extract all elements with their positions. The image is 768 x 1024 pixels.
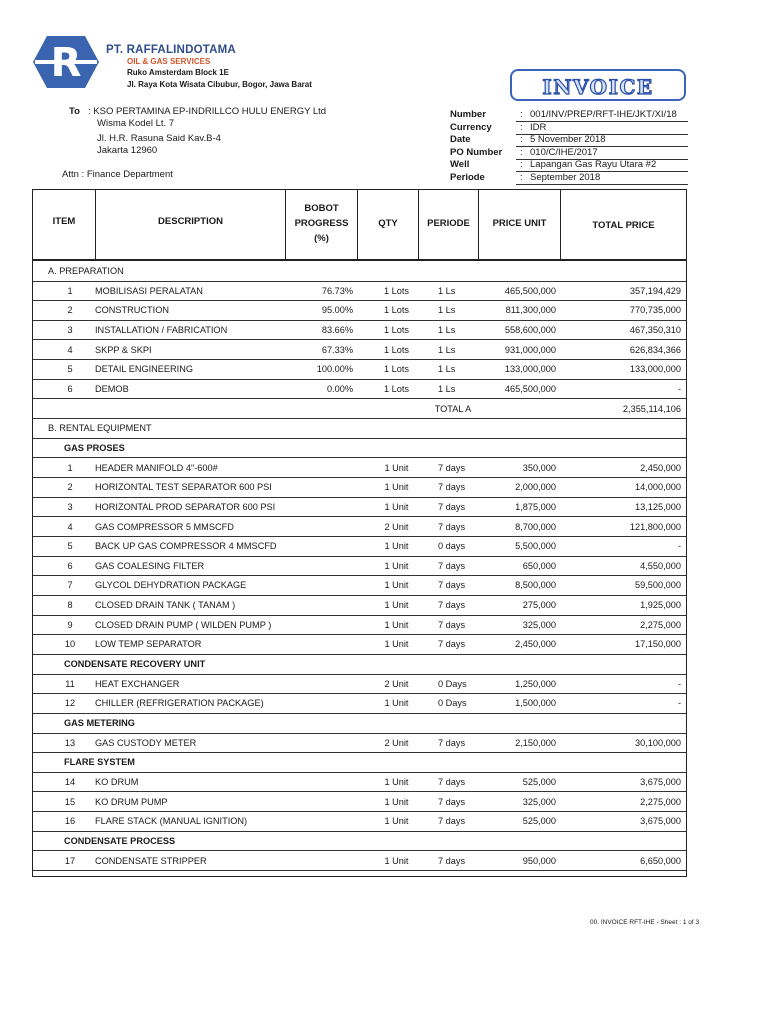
table-row: [33, 301, 686, 321]
total-label: TOTAL A: [434, 403, 472, 414]
item-number: 3: [67, 501, 73, 512]
item-qty: 1 Unit: [384, 580, 409, 591]
item-number: 12: [64, 698, 76, 709]
item-periode: 7 days: [438, 482, 466, 493]
item-price-unit: 811,300,000: [505, 305, 556, 316]
item-total-price: 6,650,000: [640, 855, 681, 866]
item-number: 2: [67, 305, 73, 316]
item-number: 2: [67, 482, 73, 493]
item-total-price: 14,000,000: [635, 482, 681, 493]
company-address-1: Ruko Amsterdam Block 1E: [127, 68, 229, 77]
item-total-price: 3,675,000: [640, 816, 681, 827]
item-qty: 1 Unit: [384, 698, 409, 709]
item-total-price: 770,735,000: [629, 305, 681, 316]
table-row: [33, 635, 686, 655]
item-description: KO DRUM: [95, 776, 139, 787]
table-row: [33, 478, 686, 498]
item-progress: 0.00%: [326, 383, 353, 394]
item-periode: 7 days: [438, 776, 466, 787]
to-line-4: Jakarta 12960: [97, 145, 158, 156]
item-periode: 7 days: [438, 580, 466, 591]
to-line-3: Jl. H.R. Rasuna Said Kav.B-4: [97, 133, 221, 144]
item-description: INSTALLATION / FABRICATION: [95, 324, 228, 335]
item-qty: 1 Unit: [384, 855, 409, 866]
item-number: 7: [67, 580, 73, 591]
meta-colon: :: [520, 109, 523, 120]
item-total-price: -: [677, 383, 681, 394]
item-price-unit: 558,600,000: [504, 324, 556, 335]
item-qty: 1 Unit: [384, 816, 409, 827]
meta-colon: :: [520, 122, 523, 133]
item-number: 9: [67, 619, 73, 630]
table-row: [33, 380, 686, 400]
item-description: CONDENSATE STRIPPER: [95, 855, 207, 866]
table-row: [33, 714, 686, 734]
item-total-price: 2,275,000: [640, 796, 681, 807]
item-price-unit: 950,000: [522, 855, 556, 866]
subsection-title: GAS METERING: [64, 718, 135, 728]
meta-key: Currency: [450, 122, 492, 133]
table-row: [33, 439, 686, 459]
subsection-title: CONDENSATE PROCESS: [64, 835, 176, 846]
section-title: A. PREPARATION: [48, 266, 124, 276]
item-price-unit: 1,500,000: [515, 698, 556, 709]
item-description: GLYCOL DEHYDRATION PACKAGE: [95, 580, 247, 591]
to-label: To: [69, 106, 80, 117]
meta-underline: [516, 184, 688, 185]
item-price-unit: 275,000: [522, 600, 556, 610]
item-price-unit: 525,000: [522, 816, 556, 827]
item-description: FLARE STACK (MANUAL IGNITION): [95, 816, 248, 827]
item-periode: 7 days: [438, 462, 466, 473]
table-row: [33, 832, 686, 852]
table-row: [33, 518, 686, 538]
table-row: [33, 537, 686, 557]
item-description: HORIZONTAL TEST SEPARATOR 600 PSI: [95, 482, 272, 493]
item-number: 5: [67, 541, 73, 552]
item-description: CLOSED DRAIN PUMP ( WILDEN PUMP ): [95, 619, 272, 630]
item-qty: 1 Lots: [383, 305, 410, 316]
meta-value: 010/C/IHE/2017: [530, 147, 598, 158]
meta-value: 001/INV/PREP/RFT-IHE/JKT/XI/18: [530, 109, 677, 120]
item-price-unit: 650,000: [522, 560, 556, 571]
item-description: CHILLER (REFRIGERATION PACKAGE): [95, 698, 264, 709]
item-price-unit: 2,150,000: [515, 737, 556, 748]
header-qty: QTY: [378, 218, 398, 229]
item-periode: 1 Ls: [438, 285, 456, 296]
item-periode: 7 days: [438, 796, 466, 807]
item-description: MOBILISASI PERALATAN: [95, 285, 203, 296]
header-periode: PERIODE: [427, 218, 470, 229]
table-row: [33, 282, 686, 302]
item-number: 8: [67, 600, 73, 610]
item-total-price: 357,194,429: [629, 285, 681, 296]
item-number: 15: [64, 796, 76, 807]
subsection-title: GAS PROSES: [64, 442, 125, 453]
invoice-title-box: [510, 69, 686, 101]
meta-key: Well: [450, 159, 470, 170]
table-row: [33, 576, 686, 596]
item-number: 1: [67, 285, 73, 296]
item-total-price: -: [677, 541, 681, 552]
item-qty: 1 Unit: [384, 600, 409, 610]
company-address-2: Jl. Raya Kota Wisata Cibubur, Bogor, Jawa Barat: [127, 80, 312, 89]
item-price-unit: 1,875,000: [515, 501, 556, 512]
table-row: [33, 419, 686, 439]
item-price-unit: 8,500,000: [515, 580, 556, 591]
item-number: 5: [67, 364, 73, 375]
item-total-price: 467,350,310: [629, 324, 681, 335]
to-line-1: : KSO PERTAMINA EP-INDRILLCO HULU ENERGY Ltd: [88, 106, 327, 117]
table-row: [33, 812, 686, 832]
table-row: [33, 616, 686, 636]
item-total-price: 30,100,000: [635, 737, 681, 748]
header-price-unit: PRICE UNIT: [492, 218, 547, 229]
item-total-price: -: [677, 698, 681, 709]
item-qty: 2 Unit: [384, 737, 409, 748]
item-description: BACK UP GAS COMPRESSOR 4 MMSCFD: [95, 541, 277, 552]
item-total-price: 2,275,000: [640, 619, 681, 630]
invoice-title: INVOICE: [542, 75, 654, 99]
item-number: 1: [67, 462, 73, 473]
item-total-price: 4,550,000: [640, 560, 681, 571]
table-row: [33, 753, 686, 773]
meta-key: PO Number: [450, 147, 503, 158]
sheet-footer: 00. INVOICE RFT-IHE - Sheet : 1 of 3: [590, 919, 700, 926]
item-price-unit: 465,500,000: [504, 383, 556, 394]
meta-key: Date: [450, 134, 471, 145]
table-row: [33, 734, 686, 754]
item-qty: 1 Unit: [384, 560, 409, 571]
item-periode: 7 days: [438, 501, 466, 512]
svg-text:R: R: [50, 40, 82, 86]
item-periode: 1 Ls: [438, 383, 456, 394]
item-price-unit: 133,000,000: [504, 364, 556, 375]
item-price-unit: 465,500,000: [504, 285, 556, 296]
item-qty: 1 Lots: [383, 383, 410, 394]
table-row: [33, 341, 686, 361]
item-price-unit: 5,500,000: [515, 541, 556, 552]
item-description: SKPP & SKPI: [95, 344, 152, 355]
section-title: B. RENTAL EQUIPMENT: [48, 423, 152, 434]
item-description: GAS CUSTODY METER: [95, 737, 197, 748]
item-periode: 0 days: [438, 541, 466, 552]
item-total-price: 59,500,000: [635, 580, 681, 591]
header-progress-1: BOBOT: [304, 203, 339, 214]
item-total-price: 626,834,366: [629, 344, 681, 355]
meta-colon: :: [520, 159, 523, 170]
table-row: [33, 262, 686, 282]
item-description: DEMOB: [95, 383, 129, 394]
meta-value: Lapangan Gas Rayu Utara #2: [530, 159, 657, 170]
item-progress: 100.00%: [316, 364, 353, 375]
item-periode: 7 days: [438, 639, 466, 650]
table-row: [33, 498, 686, 518]
item-price-unit: 525,000: [522, 776, 556, 787]
item-description: LOW TEMP SEPARATOR: [95, 639, 202, 650]
table-row: [33, 655, 686, 675]
item-periode: 1 Ls: [438, 324, 456, 335]
item-description: HEAT EXCHANGER: [95, 678, 180, 689]
item-total-price: 133,000,000: [629, 364, 681, 375]
item-progress: 83.66%: [321, 324, 353, 335]
item-description: HORIZONTAL PROD SEPARATOR 600 PSI: [95, 501, 276, 512]
table-row: [33, 793, 686, 813]
item-number: 14: [64, 776, 76, 787]
item-progress: 67.33%: [321, 344, 353, 355]
item-progress: 95.00%: [321, 305, 353, 316]
item-periode: 7 days: [438, 521, 466, 532]
item-description: DETAIL ENGINEERING: [95, 364, 194, 375]
item-description: CLOSED DRAIN TANK ( TANAM ): [95, 600, 236, 610]
item-number: 4: [67, 344, 73, 355]
item-periode: 1 Ls: [438, 344, 456, 355]
item-qty: 1 Lots: [383, 344, 410, 355]
item-qty: 1 Unit: [384, 619, 409, 630]
item-total-price: 2,450,000: [640, 462, 681, 473]
item-periode: 1 Ls: [438, 305, 456, 316]
item-number: 16: [64, 816, 76, 827]
item-qty: 1 Unit: [384, 639, 409, 650]
table-row: [33, 360, 686, 380]
item-total-price: 1,925,000: [640, 600, 681, 610]
header-progress-2: PROGRESS: [294, 218, 349, 229]
item-total-price: 121,800,000: [629, 521, 681, 532]
meta-value: September 2018: [530, 172, 601, 183]
attention-line: Attn : Finance Department: [62, 169, 173, 180]
table-row: [33, 459, 686, 479]
meta-value: IDR: [530, 122, 547, 133]
meta-colon: :: [520, 172, 523, 183]
company-logo: [33, 36, 99, 88]
item-price-unit: 2,450,000: [515, 639, 556, 650]
item-price-unit: 350,000: [522, 462, 556, 473]
item-price-unit: 2,000,000: [515, 482, 556, 493]
item-number: 4: [67, 521, 73, 532]
company-name: PT. RAFFALINDOTAMA: [106, 44, 236, 56]
item-total-price: 3,675,000: [640, 776, 681, 787]
table-row: [33, 321, 686, 341]
header-progress-3: (%): [314, 233, 329, 244]
item-price-unit: 325,000: [522, 619, 556, 630]
item-qty: 1 Unit: [384, 776, 409, 787]
item-periode: 7 days: [438, 560, 466, 571]
subsection-title: FLARE SYSTEM: [64, 757, 135, 768]
item-qty: 1 Lots: [383, 285, 410, 296]
item-number: 11: [65, 678, 75, 689]
meta-colon: :: [520, 134, 523, 145]
to-line-2: Wisma Kodel Lt. 7: [97, 118, 175, 129]
item-total-price: 17,150,000: [635, 639, 681, 650]
item-qty: 1 Unit: [384, 501, 409, 512]
subsection-title: CONDENSATE RECOVERY UNIT: [64, 659, 206, 669]
meta-value: 5 November 2018: [530, 134, 606, 145]
item-qty: 1 Lots: [383, 324, 410, 335]
item-description: HEADER MANIFOLD 4"-600#: [95, 462, 218, 473]
item-qty: 1 Lots: [383, 364, 410, 375]
item-qty: 2 Unit: [384, 521, 409, 532]
item-qty: 1 Unit: [384, 482, 409, 493]
meta-key: Periode: [450, 172, 485, 183]
table-row: [33, 596, 686, 616]
item-qty: 1 Unit: [384, 796, 409, 807]
table-row: [33, 400, 686, 420]
item-periode: 7 days: [438, 737, 466, 748]
item-price-unit: 931,000,000: [504, 344, 556, 355]
item-periode: 7 days: [438, 855, 466, 866]
item-periode: 7 days: [438, 816, 466, 827]
item-number: 6: [67, 560, 73, 571]
company-tagline: OIL & GAS SERVICES: [127, 57, 211, 66]
meta-colon: :: [520, 147, 523, 158]
total-value: 2,355,114,106: [622, 403, 681, 414]
item-description: CONSTRUCTION: [95, 305, 170, 316]
item-number: 17: [64, 855, 76, 866]
table-row: [33, 852, 686, 872]
item-periode: 0 Days: [438, 698, 467, 709]
table-row: [33, 773, 686, 793]
item-periode: 0 Days: [438, 678, 467, 689]
header-item: ITEM: [52, 216, 76, 227]
table-row: [33, 694, 686, 714]
item-total-price: -: [677, 678, 681, 689]
item-total-price: 13,125,000: [635, 501, 681, 512]
item-periode: 7 days: [438, 619, 466, 630]
item-price-unit: 325,000: [522, 796, 556, 807]
item-description: GAS COALESING FILTER: [95, 560, 205, 571]
item-price-unit: 1,250,000: [515, 678, 556, 689]
item-number: 10: [64, 639, 76, 650]
item-qty: 1 Unit: [384, 541, 409, 552]
item-description: GAS COMPRESSOR 5 MMSCFD: [95, 521, 234, 532]
item-price-unit: 8,700,000: [515, 521, 556, 532]
table-row: [33, 557, 686, 577]
header-total-price: TOTAL PRICE: [592, 220, 655, 231]
header-description: DESCRIPTION: [158, 216, 223, 227]
item-number: 13: [64, 737, 76, 748]
item-progress: 76.73%: [321, 285, 353, 296]
table-row: [33, 675, 686, 695]
item-description: KO DRUM PUMP: [95, 796, 168, 807]
item-number: 6: [67, 383, 73, 394]
item-qty: 2 Unit: [384, 678, 409, 689]
item-qty: 1 Unit: [384, 462, 409, 473]
item-periode: 7 days: [438, 600, 466, 610]
item-periode: 1 Ls: [438, 364, 456, 375]
item-number: 3: [67, 324, 73, 335]
meta-key: Number: [450, 109, 486, 120]
